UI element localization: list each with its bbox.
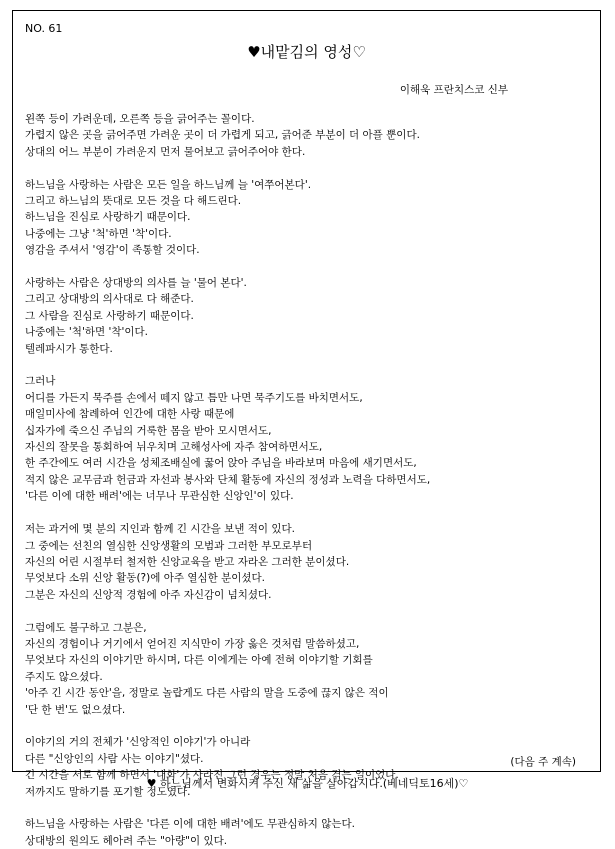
text-line: '단 한 번'도 없으셨다.	[25, 703, 126, 716]
paragraph-gap	[25, 718, 590, 734]
text-line: 십자가에 죽으신 주님의 거룩한 몸을 받아 모시면서도,	[25, 424, 272, 437]
text-line: 그 중에는 선친의 열심한 신앙생활의 모범과 그러한 부모로부터	[25, 539, 313, 552]
text-line: 주지도 않으셨다.	[25, 670, 103, 683]
text-line: 사랑하는 사람은 상대방의 의사를 늘 '물어 본다'.	[25, 277, 247, 290]
paragraph-gap	[25, 160, 590, 176]
paragraph-gap	[25, 800, 590, 816]
text-line: 나중에는 그냥 '척'하면 '착'이다.	[25, 227, 172, 240]
paragraph	[25, 275, 590, 357]
paragraph-gap	[25, 259, 590, 275]
author-byline: 이해욱 프란치스코 신부	[399, 84, 508, 96]
text-line: 가렵지 않은 곳을 긁어주면 가려운 곳이 더 가렵게 되고, 긁어준 부분이 더 아플 뿐이다.	[25, 129, 420, 142]
text-line: 그리고 하느님의 뜻대로 모든 것을 다 해드린다.	[25, 195, 242, 208]
paragraph-gap	[25, 357, 590, 373]
text-line: 무엇보다 자신의 이야기만 하시며, 다른 이에게는 아예 전혀 이야기할 기회를	[25, 654, 373, 667]
text-line: 한 주간에도 여러 시간을 성체조배실에 꿇어 앉아 주님을 바라보며 마음에 새기면서도,	[25, 457, 417, 470]
issue-number: NO. 61	[25, 22, 63, 35]
text-line: '아주 긴 시간 동안'을, 정말로 놀랍게도 다른 사람의 말을 도중에 끊지 않은 적이	[25, 687, 389, 700]
text-line: 하느님을 진심로 사랑하기 때문이다.	[25, 211, 191, 224]
paragraph	[25, 620, 590, 718]
text-line: 그럼에도 불구하고 그분은,	[25, 621, 147, 634]
text-line: 하느님을 사랑하는 사람은 '다른 이에 대한 배려'에도 무관심하지 않는다.	[25, 818, 355, 831]
text-line: 텔레파시가 통한다.	[25, 342, 113, 355]
text-line: 하느님을 사랑하는 사람은 모든 일을 하느님께 늘 '여쭈어본다'.	[25, 178, 312, 191]
text-line: 그러나	[25, 375, 56, 388]
document-body	[25, 111, 590, 849]
text-line: 상대의 어느 부분이 가려운지 먼저 물어보고 긁어주어야 한다.	[25, 145, 306, 158]
text-line: 매일미사에 참례하여 인간에 대한 사랑 때문에	[25, 408, 235, 421]
text-line: '다른 이에 대한 배려'에는 너무나 무관심한 신앙인'이 있다.	[25, 490, 294, 503]
text-line: 적지 않은 교무금과 헌금과 자선과 봉사와 단체 활동에 자신의 정성과 노력을 다하면서도,	[25, 473, 431, 486]
paragraph	[25, 373, 590, 504]
continued-note: (다음 주 계속)	[510, 756, 576, 768]
text-line: 저까지도 말하기를 포기할 정도였다.	[25, 785, 191, 798]
paragraph	[25, 521, 590, 603]
text-line: 자신의 잘못을 통회하여 뉘우치며 고해성사에 자주 참여하면서도,	[25, 441, 323, 454]
text-line: 어디를 가든지 묵주를 손에서 떼지 않고 틈만 나면 묵주기도를 바치면서도,	[25, 391, 363, 404]
paragraph-gap	[25, 505, 590, 521]
text-line: 왼쪽 등이 가려운데, 오른쪽 등을 긁어주는 꼴이다.	[25, 113, 255, 125]
page-title: ♥내맡김의 영성♡	[247, 43, 366, 61]
paragraph	[25, 177, 590, 259]
text-line: 나중에는 '척'하면 '착'이다.	[25, 326, 148, 339]
text-line: 긴 시간을 서로 함께 하면서 '대화'가 사라진 그런 경우는 정말 처음 겪는 일이었다.	[25, 769, 399, 782]
text-line: 영감을 주셔서 '영감'이 족통할 것이다.	[25, 244, 200, 257]
text-line: 그리고 상대방의 의사대로 다 해준다.	[25, 293, 194, 306]
text-line: 상대방의 원의도 헤아려 주는 "아량"이 있다.	[25, 834, 228, 847]
text-line: 무엇보다 소위 신앙 활동(?)에 아주 열심한 분이셨다.	[25, 572, 265, 585]
paragraph	[25, 816, 590, 849]
text-line: 그분은 자신의 신앙적 경험에 아주 자신감이 넘치셨다.	[25, 588, 272, 601]
paragraph	[25, 111, 590, 160]
text-line: 다른 "신앙인의 사람 사는 이야기"셨다.	[25, 752, 204, 765]
text-line: 이야기의 거의 전체가 '신앙적인 이야기'가 아니라	[25, 736, 251, 749]
text-line: 자신의 경험이나 거기에서 얻어진 지식만이 가장 옳은 것처럼 말씀하셨고,	[25, 637, 360, 650]
text-line: 저는 과거에 몇 분의 지인과 함께 긴 시간을 보낸 적이 있다.	[25, 523, 296, 536]
text-line: 그 사람을 진심로 사랑하기 때문이다.	[25, 309, 194, 322]
paragraph-gap	[25, 603, 590, 619]
text-line: 자신의 어린 시절부터 철저한 신앙교육을 받고 자라온 그러한 분이셨다.	[25, 555, 350, 568]
footer-text: ♥ 하느님께서 변화시켜 주신 새 삶을 살아갑시다.(베네딕토16세)♡	[146, 777, 469, 790]
